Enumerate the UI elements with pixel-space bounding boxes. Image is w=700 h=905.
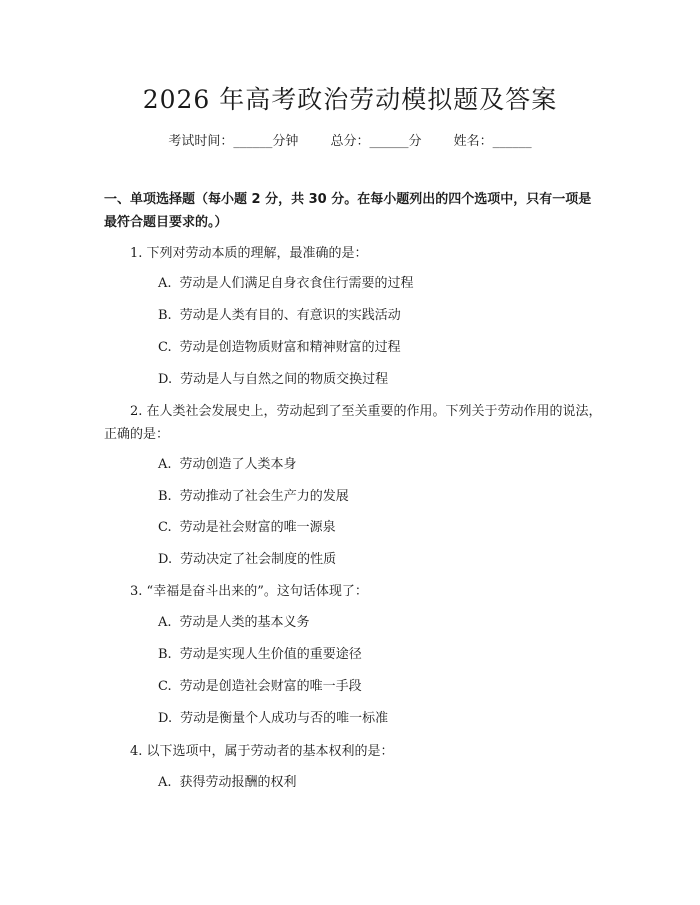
option-letter: D. <box>158 552 173 567</box>
option-text: 劳动创造了人类本身 <box>179 457 297 472</box>
question-stem: 以下选项中，属于劳动者的基本权利的是： <box>146 744 394 759</box>
option-2a <box>158 455 598 475</box>
question-number: 3. <box>130 584 143 599</box>
option-letter: A. <box>158 276 172 291</box>
question-4 <box>104 740 604 763</box>
option-1a <box>158 274 598 294</box>
question-number: 2. <box>130 404 143 419</box>
option-letter: A. <box>158 457 172 472</box>
option-4a <box>158 773 598 793</box>
page-title: 2026 年高考政治劳动模拟题及答案 <box>142 85 558 114</box>
option-letter: C. <box>158 679 172 694</box>
option-1d <box>158 370 598 390</box>
option-text: 劳动是实现人生价值的重要途径 <box>179 647 362 662</box>
option-letter: D. <box>158 372 173 387</box>
exam-total-score: 总分：______分 <box>330 134 422 149</box>
option-letter: A. <box>158 615 172 630</box>
question-number: 1. <box>130 246 143 261</box>
question-1 <box>104 242 604 265</box>
option-letter: C. <box>158 340 172 355</box>
option-1c <box>158 338 598 358</box>
exam-time: 考试时间：______分钟 <box>168 134 299 149</box>
option-letter: A. <box>158 775 172 790</box>
question-stem: 下列对劳动本质的理解，最准确的是： <box>146 246 368 261</box>
option-text: 劳动是创造社会财富的唯一手段 <box>179 679 362 694</box>
option-letter: B. <box>158 308 172 323</box>
option-text: 劳动推动了社会生产力的发展 <box>179 489 349 504</box>
option-text: 获得劳动报酬的权利 <box>179 775 297 790</box>
option-3c <box>158 677 598 697</box>
option-text: 劳动是衡量个人成功与否的唯一标准 <box>180 711 389 726</box>
option-letter: B. <box>158 647 172 662</box>
option-text: 劳动是人类有目的、有意识的实践活动 <box>179 308 401 323</box>
question-stem: 在人类社会发展史上，劳动起到了至关重要的作用。下列关于劳动作用的说法，正确的是： <box>104 404 602 442</box>
option-text: 劳动是人类的基本义务 <box>179 615 310 630</box>
option-text: 劳动是创造物质财富和精神财富的过程 <box>179 340 401 355</box>
question-number: 4. <box>130 744 143 759</box>
option-2d <box>158 550 598 570</box>
exam-name: 姓名：______ <box>453 134 532 149</box>
option-text: 劳动是人与自然之间的物质交换过程 <box>180 372 389 387</box>
section-heading: 一、单项选择题（每小题 2 分，共 30 分。在每小题列出的四个选项中，只有一项是最符合题目要求的。） <box>104 192 592 230</box>
option-text: 劳动决定了社会制度的性质 <box>180 552 337 567</box>
question-3 <box>104 580 604 603</box>
option-2c <box>158 518 598 538</box>
option-letter: B. <box>158 489 172 504</box>
option-3a <box>158 613 598 633</box>
question-2 <box>104 400 604 446</box>
option-text: 劳动是社会财富的唯一源泉 <box>179 520 336 535</box>
option-text: 劳动是人们满足自身衣食住行需要的过程 <box>179 276 414 291</box>
option-1b <box>158 306 598 326</box>
option-3b <box>158 645 598 665</box>
exam-meta <box>0 132 700 152</box>
option-2b <box>158 487 598 507</box>
question-stem: “幸福是奋斗出来的”。这句话体现了： <box>146 584 368 599</box>
option-3d <box>158 709 598 729</box>
option-letter: D. <box>158 711 173 726</box>
option-letter: C. <box>158 520 172 535</box>
